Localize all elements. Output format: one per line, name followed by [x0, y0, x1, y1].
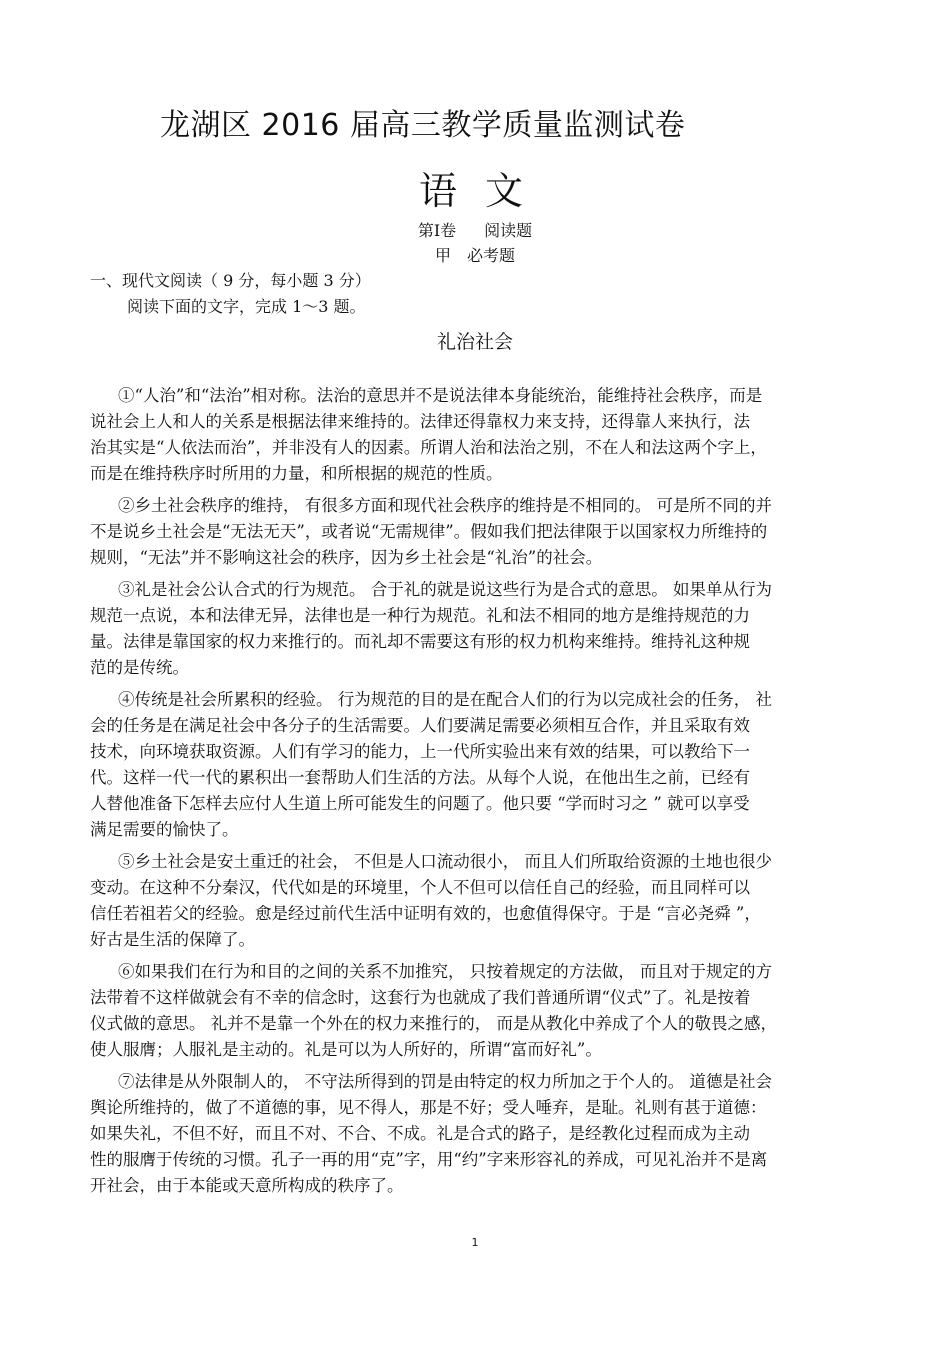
paragraph-line: 会的任务是在满足社会中各分子的生活需要。人们要满足需要必须相互合作，并且采取有效	[90, 716, 750, 735]
paragraph-line: 如果失礼，不但不好，而且不对、不合、不成。礼是合式的路子，是经教化过程而成为主动	[90, 1124, 750, 1143]
paragraph-line: 治其实是“人依法而治”，并非没有人的因素。所谓人治和法治之别，不在人和法这两个字上，	[90, 438, 767, 457]
paragraph-line: 使人服膺；人服礼是主动的。礼是可以为人所好的，所谓“富而好礼”。	[90, 1040, 602, 1059]
part-name: 必考题	[467, 246, 516, 265]
paragraph-line: 规则，“无法”并不影响这社会的秩序，因为乡土社会是“礼治”的社会。	[90, 548, 603, 567]
paragraph-line: 法带着不这样做就会有不幸的信念时，这套行为也就成了我们普通所谓“仪式”了。礼是按着	[90, 988, 751, 1007]
paragraph-line: ⑥如果我们在行为和目的之间的关系不加推究， 只按着规定的方法做， 而且对于规定的方	[118, 962, 772, 981]
paragraph-line: 好古是生活的保障了。	[90, 930, 255, 949]
exam-title: 龙湖区 2016 届高三教学质量监测试卷	[160, 108, 686, 143]
volume-heading	[0, 218, 950, 241]
paragraph-line: ④传统是社会所累积的经验。 行为规范的目的是在配合人们的行为以完成社会的任务， 社	[118, 690, 772, 709]
volume-label: 第Ⅰ卷	[417, 221, 457, 240]
paragraph-line: 技术，向环境获取资源。人们有学习的能力，上一代所实验出来有效的结果，可以教给下一	[90, 742, 750, 761]
paragraph-line: 人替他准备下怎样去应付人生道上所可能发生的问题了。他只要 “学而时习之 ” 就可以享受	[90, 794, 750, 813]
article-body	[90, 383, 860, 1199]
paragraph-line: ⑦法律是从外限制人的， 不守法所得到的罚是由特定的权力所加之于个人的。 道德是社会	[118, 1072, 772, 1091]
paragraph-line: 不是说乡土社会是“无法无天”，或者说“无需规律”。假如我们把法律限于以国家权力所维持的	[90, 522, 768, 541]
paragraph-line: 满足需要的愉快了。	[90, 820, 239, 839]
paragraph-line: 规范一点说，本和法律无异，法律也是一种行为规范。礼和法不相同的地方是维持规范的力	[90, 606, 750, 625]
paragraph-line: 仪式做的意思。 礼并不是靠一个外在的权力来推行的， 而是从教化中养成了个人的敬畏之感，	[90, 1014, 777, 1033]
part-label: 甲	[434, 246, 451, 265]
article-title: 礼治社会	[436, 331, 513, 353]
paragraph-line: ⑤乡土社会是安土重迁的社会， 不但是人口流动很小， 而且人们所取给资源的土地也很少	[118, 852, 772, 871]
paragraph-line: ②乡土社会秩序的维持， 有很多方面和现代社会秩序的维持是不相同的。 可是所不同的并	[118, 496, 772, 515]
paragraph-line: 开社会，由于本能或天意所构成的秩序了。	[90, 1176, 404, 1195]
page-number: 1	[471, 1236, 479, 1249]
paragraph-line: 范的是传统。	[90, 658, 189, 677]
paragraph-line: ③礼是社会公认合式的行为规范。 合于礼的就是说这些行为是合式的意思。 如果单从行为	[118, 580, 772, 599]
subject-title: 语 文	[418, 169, 532, 213]
paragraph-line: 变动。在这种不分秦汉，代代如是的环境里，个人不但可以信任自己的经验，而且同样可以	[90, 878, 750, 897]
paragraph-line: 舆论所维持的，做了不道德的事，见不得人，那是不好；受人唾弃，是耻。礼则有甚于道德：	[90, 1098, 767, 1117]
paragraph-line: 而是在维持秩序时所用的力量，和所根据的规范的性质。	[90, 464, 503, 483]
paragraph-line: 性的服膺于传统的习惯。孔子一再的用“克”字，用“约”字来形容礼的养成，可见礼治并不是离	[90, 1150, 768, 1169]
paragraph-line: 代。这样一代一代的累积出一套帮助人们生活的方法。从每个人说，在他出生之前，已经有	[90, 768, 750, 787]
paragraph-line: ①“人治”和“法治”相对称。法治的意思并不是说法律本身能统治，能维持社会秩序，而是	[118, 386, 763, 405]
volume-name: 阅读题	[484, 221, 533, 240]
paragraph-line: 说社会上人和人的关系是根据法律来维持的。法律还得靠权力来支持，还得靠人来执行，法	[90, 412, 750, 431]
section-heading: 一、现代文阅读（ 9 分，每小题 3 分）	[90, 271, 371, 290]
paragraph-line: 信任若祖若父的经验。愈是经过前代生活中证明有效的，也愈值得保守。于是 “言必尧舜 ”，	[90, 904, 761, 923]
part-heading	[0, 243, 950, 266]
paragraph-line: 量。法律是靠国家的权力来推行的。而礼却不需要这有形的权力机构来维持。维持礼这种规	[90, 632, 750, 651]
section-instruction: 阅读下面的文字，完成 1～3 题。	[127, 297, 366, 316]
